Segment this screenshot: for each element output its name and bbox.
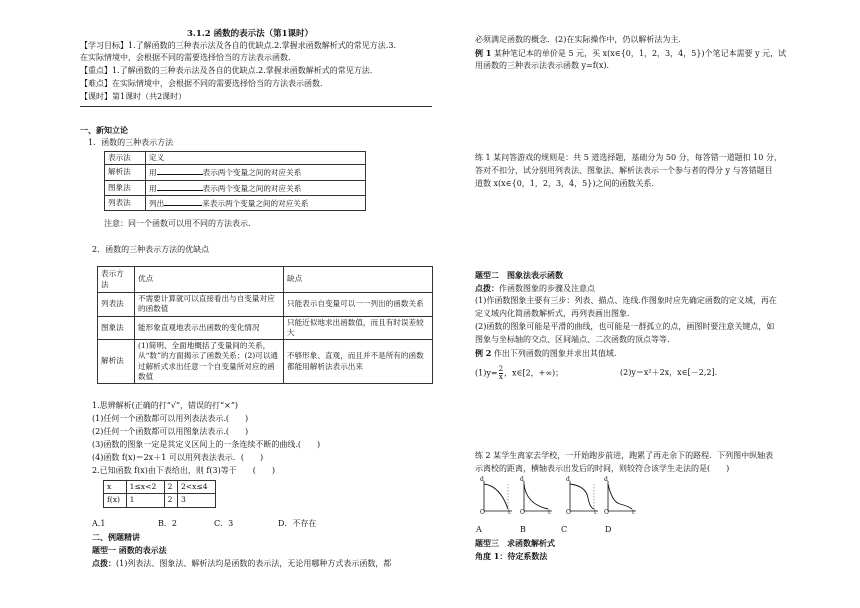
tip-label: 点拨：: [92, 558, 116, 568]
example-text: 作出下列函数的图象并求出其值域.: [493, 349, 617, 358]
table-cell: [146, 180, 366, 195]
formula-prefix: (1)y=: [475, 368, 498, 378]
example-2-part-1: [475, 366, 563, 381]
question-2: 2.已知函数 f(x)由下表给出，则 f(3)等于 ( ): [92, 466, 275, 475]
table-row: [105, 165, 366, 180]
practice-2-line-1: 练 2 某学生离家去学校，一开始跑步前进，跑累了再走余下的路程．下列图中纵轴表: [475, 451, 774, 460]
graph-a-x: t: [508, 509, 511, 516]
table-cell: [146, 165, 366, 180]
table-cell: 解析法: [98, 340, 135, 384]
table-cell: 只能近似地求出函数值，而且有时误差较大: [284, 316, 433, 340]
practice-1-line-1: 练 1 某问答游戏的规则是：共 5 道选择题，基础分为 50 分，每答错一道题扣 10 分，: [475, 153, 782, 162]
table-cell: 解析法: [105, 165, 146, 180]
graph-a[interactable]: [484, 481, 512, 511]
example-2: [475, 348, 616, 360]
table-cell: [146, 195, 366, 210]
key-point: [80, 66, 372, 77]
table-cell: 3: [177, 494, 215, 507]
goal-text-2: 在实际情境中，会根据不同的需要选择恰当的方法表示函数.: [80, 53, 291, 62]
table-representations: [104, 151, 366, 211]
practice-1-line-2: 答对不扣分，试分别用列表法、图象法、解析法表示一个参与者的得分 y 与答错题目: [475, 166, 773, 175]
example-label: 例 2: [475, 348, 492, 358]
table-row: [105, 180, 366, 195]
graph-b-o: O: [520, 509, 525, 516]
key-text: 1.了解函数的三种表示法及各自的优缺点.2.掌握求函数解析式的常见方法.: [112, 66, 373, 75]
table-row: [98, 293, 433, 317]
graph-c-x: t: [594, 509, 597, 516]
type-2-heading: 题型二 图象法表示函数: [475, 270, 563, 280]
choice-a-label: A: [476, 525, 482, 534]
fraction-denominator: x: [498, 373, 503, 381]
table-cell: x: [104, 481, 127, 494]
cell-pre: 用: [149, 168, 157, 178]
tip-2-line-1: (1)作函数图象主要有三步：列表、描点、连线.作图象时应先确定函数的定义域，再在: [475, 296, 777, 305]
table-cell: 2<x≤4: [177, 481, 215, 494]
table-row: [98, 316, 433, 340]
table-cell: 能形象直观地表示出函数的变化情况: [135, 316, 284, 340]
tip-2-line-4: 图象与坐标轴的交点、区间端点、二次函数的顶点等等.: [475, 335, 670, 344]
graph-d-o: O: [604, 509, 609, 516]
table-cell: 不需要计算就可以直接看出与自变量对应的函数值: [135, 293, 284, 317]
section-heading-new: 一、新知立论: [80, 125, 128, 135]
tip-label: 点拨：: [475, 283, 499, 293]
think-heading: 1.思辨解析(正确的打“√”，错误的打“×”): [92, 401, 239, 410]
tip-2-line-2: 定义域内化简函数解析式，再列表画出图象.: [475, 309, 630, 318]
section-heading-examples: 二、例题精讲: [92, 532, 140, 542]
fraction: [499, 366, 503, 381]
table-fx: [103, 480, 216, 508]
judgment-3: (3)函数的图象一定是其定义区间上的一条连续不断的曲线.( ): [92, 440, 321, 449]
tip-text: 作函数图象的步骤及注意点: [499, 284, 595, 293]
choice-c-label: C: [561, 525, 568, 534]
judgment-1: (1)任何一个函数都可以用列表法表示.( ): [92, 414, 249, 423]
graph-b[interactable]: [524, 481, 552, 511]
table-cell: 不够形象、直观，而且并不是所有的函数都能用解析法表示出来: [284, 340, 433, 384]
tip-2-line-3: (2)函数的图象可能是平滑的曲线，也可能是一群孤立的点，画图时要注意关键点，如: [475, 322, 775, 331]
table-cell: f(x): [104, 494, 127, 507]
key-label: 【重点】: [80, 66, 112, 75]
table-row: [98, 267, 433, 293]
table-cell: 1: [126, 494, 164, 507]
cell-post: 表示两个变量之间的对应关系: [202, 183, 302, 193]
table-row: [104, 494, 216, 507]
table-pros-cons: [97, 266, 433, 384]
type-3-heading: 题型三 求函数解析式: [475, 538, 555, 548]
graph-a-y: d: [480, 476, 484, 483]
table-header-cell: 表示方法: [98, 267, 135, 293]
goal-label: 【学习目标】: [80, 41, 128, 50]
table-cell: 图象法: [98, 316, 135, 340]
table-header-cell: 定义: [146, 152, 366, 165]
table-header-cell: 优点: [135, 267, 284, 293]
cell-post: 表示两个变量之间的对应关系: [202, 168, 302, 178]
choice-b-label: B: [520, 525, 526, 534]
formula-suffix: ，x∈[2，+∞)；: [504, 368, 564, 378]
table-row: [104, 481, 216, 494]
table-header-cell: 缺点: [284, 267, 433, 293]
cell-pre: 用: [149, 183, 157, 193]
diff-text: 在实际情境中，会根据不同的需要选择恰当的方法表示函数.: [112, 79, 323, 88]
table-header-cell: 表示法: [105, 152, 146, 165]
fill-blank[interactable]: [157, 182, 203, 191]
example-text: 某种笔记本的单价是 5 元，买 x(x∈{0，1，2，3，4，5})个笔记本需要 y 元，试: [493, 49, 787, 58]
table-row: [98, 340, 433, 384]
learning-goal: [80, 41, 396, 52]
period: [80, 92, 186, 103]
choice-graphs: [478, 478, 638, 516]
tip-text: (1)列表法、图象法、解析法均是函数的表示法，无论用哪种方式表示函数，都: [116, 559, 392, 568]
item-2: 2．函数的三种表示方法的优缺点: [92, 245, 210, 254]
angle-1-heading: 角度 1：待定系数法: [475, 551, 548, 561]
difficult-point: [80, 79, 323, 90]
table-cell: (1)简明、全面地概括了变量间的关系，从“数”的方面揭示了函数关系；(2)可以通过解析式求出任意一个自变量所对应的函数值: [135, 340, 284, 384]
table-cell: 图象法: [105, 180, 146, 195]
graph-b-x: t: [548, 509, 551, 516]
graph-d-y: d: [604, 476, 608, 483]
practice-1-line-3: 道数 x(x∈{0，1，2，3，4，5})之间的函数关系.: [475, 179, 654, 188]
table-cell: 1≤x<2: [126, 481, 164, 494]
diff-label: 【难点】: [80, 79, 112, 88]
graph-c-y: d: [566, 476, 570, 483]
fill-blank[interactable]: [157, 166, 203, 175]
graph-c[interactable]: [570, 481, 598, 511]
judgment-4: (4)函数 f(x)＝2x＋1 可以用列表法表示．( ): [92, 453, 264, 462]
table-cell: 2: [164, 481, 177, 494]
option-a: A.1: [92, 519, 106, 528]
period-text: 第1课时（共2课时）: [112, 92, 187, 101]
graph-d-x: t: [632, 509, 635, 516]
graph-d[interactable]: [608, 481, 636, 511]
continued-text: 必须满足函数的概念．(2)在实际操作中，仍以解析法为主．: [475, 35, 687, 44]
cell-pre: 列出: [149, 198, 165, 208]
example-label: 例 1: [475, 48, 492, 58]
fill-blank[interactable]: [164, 197, 202, 206]
table-cell: 列表法: [105, 195, 146, 210]
graph-b-y: d: [520, 476, 524, 483]
judgment-2: (2)任何一个函数都可以用图象法表示.( ): [92, 427, 249, 436]
example-2-part-2: (2)y＝x²＋2x，x∈[－2,2].: [620, 368, 718, 377]
graph-a-o: O: [480, 509, 485, 516]
table-cell: 2: [164, 494, 177, 507]
header-divider: [80, 106, 432, 107]
goal-text-1: 1.了解函数的三种表示法及各自的优缺点.2.掌握求函数解析式的常见方法.3.: [128, 41, 396, 50]
fraction-numerator: 2: [498, 365, 504, 373]
example-1-line-2: 用函数的三种表示法表示函数 y=f(x).: [475, 61, 610, 70]
table-row: [105, 152, 366, 165]
cell-post: 来表示两个变量之间的对应关系: [202, 198, 309, 208]
note: 注意：同一个函数可以用不同的方法表示.: [104, 219, 251, 228]
table-cell: 只能表示自变量可以一一列出的函数关系: [284, 293, 433, 317]
tip-2: [475, 283, 595, 295]
choice-d-label: D: [605, 525, 612, 534]
practice-2-line-2: 示离校的距离，横轴表示出发后的时间，则较符合该学生走法的是( ): [475, 464, 730, 473]
tip-1: [92, 558, 391, 570]
option-b: B．2: [158, 519, 177, 528]
graph-c-o: O: [566, 509, 571, 516]
example-1: [475, 48, 786, 60]
type-1-heading: 题型一 函数的表示法: [92, 545, 167, 555]
page-title: 3.1.2 函数的表示法（第1课时）: [187, 29, 314, 39]
option-d: D．不存在: [278, 519, 317, 528]
option-c: C．3: [214, 519, 234, 528]
table-cell: 列表法: [98, 293, 135, 317]
item-1: 1．函数的三种表示方法: [88, 138, 174, 147]
period-label: 【课时】: [80, 92, 112, 101]
table-row: [105, 195, 366, 210]
